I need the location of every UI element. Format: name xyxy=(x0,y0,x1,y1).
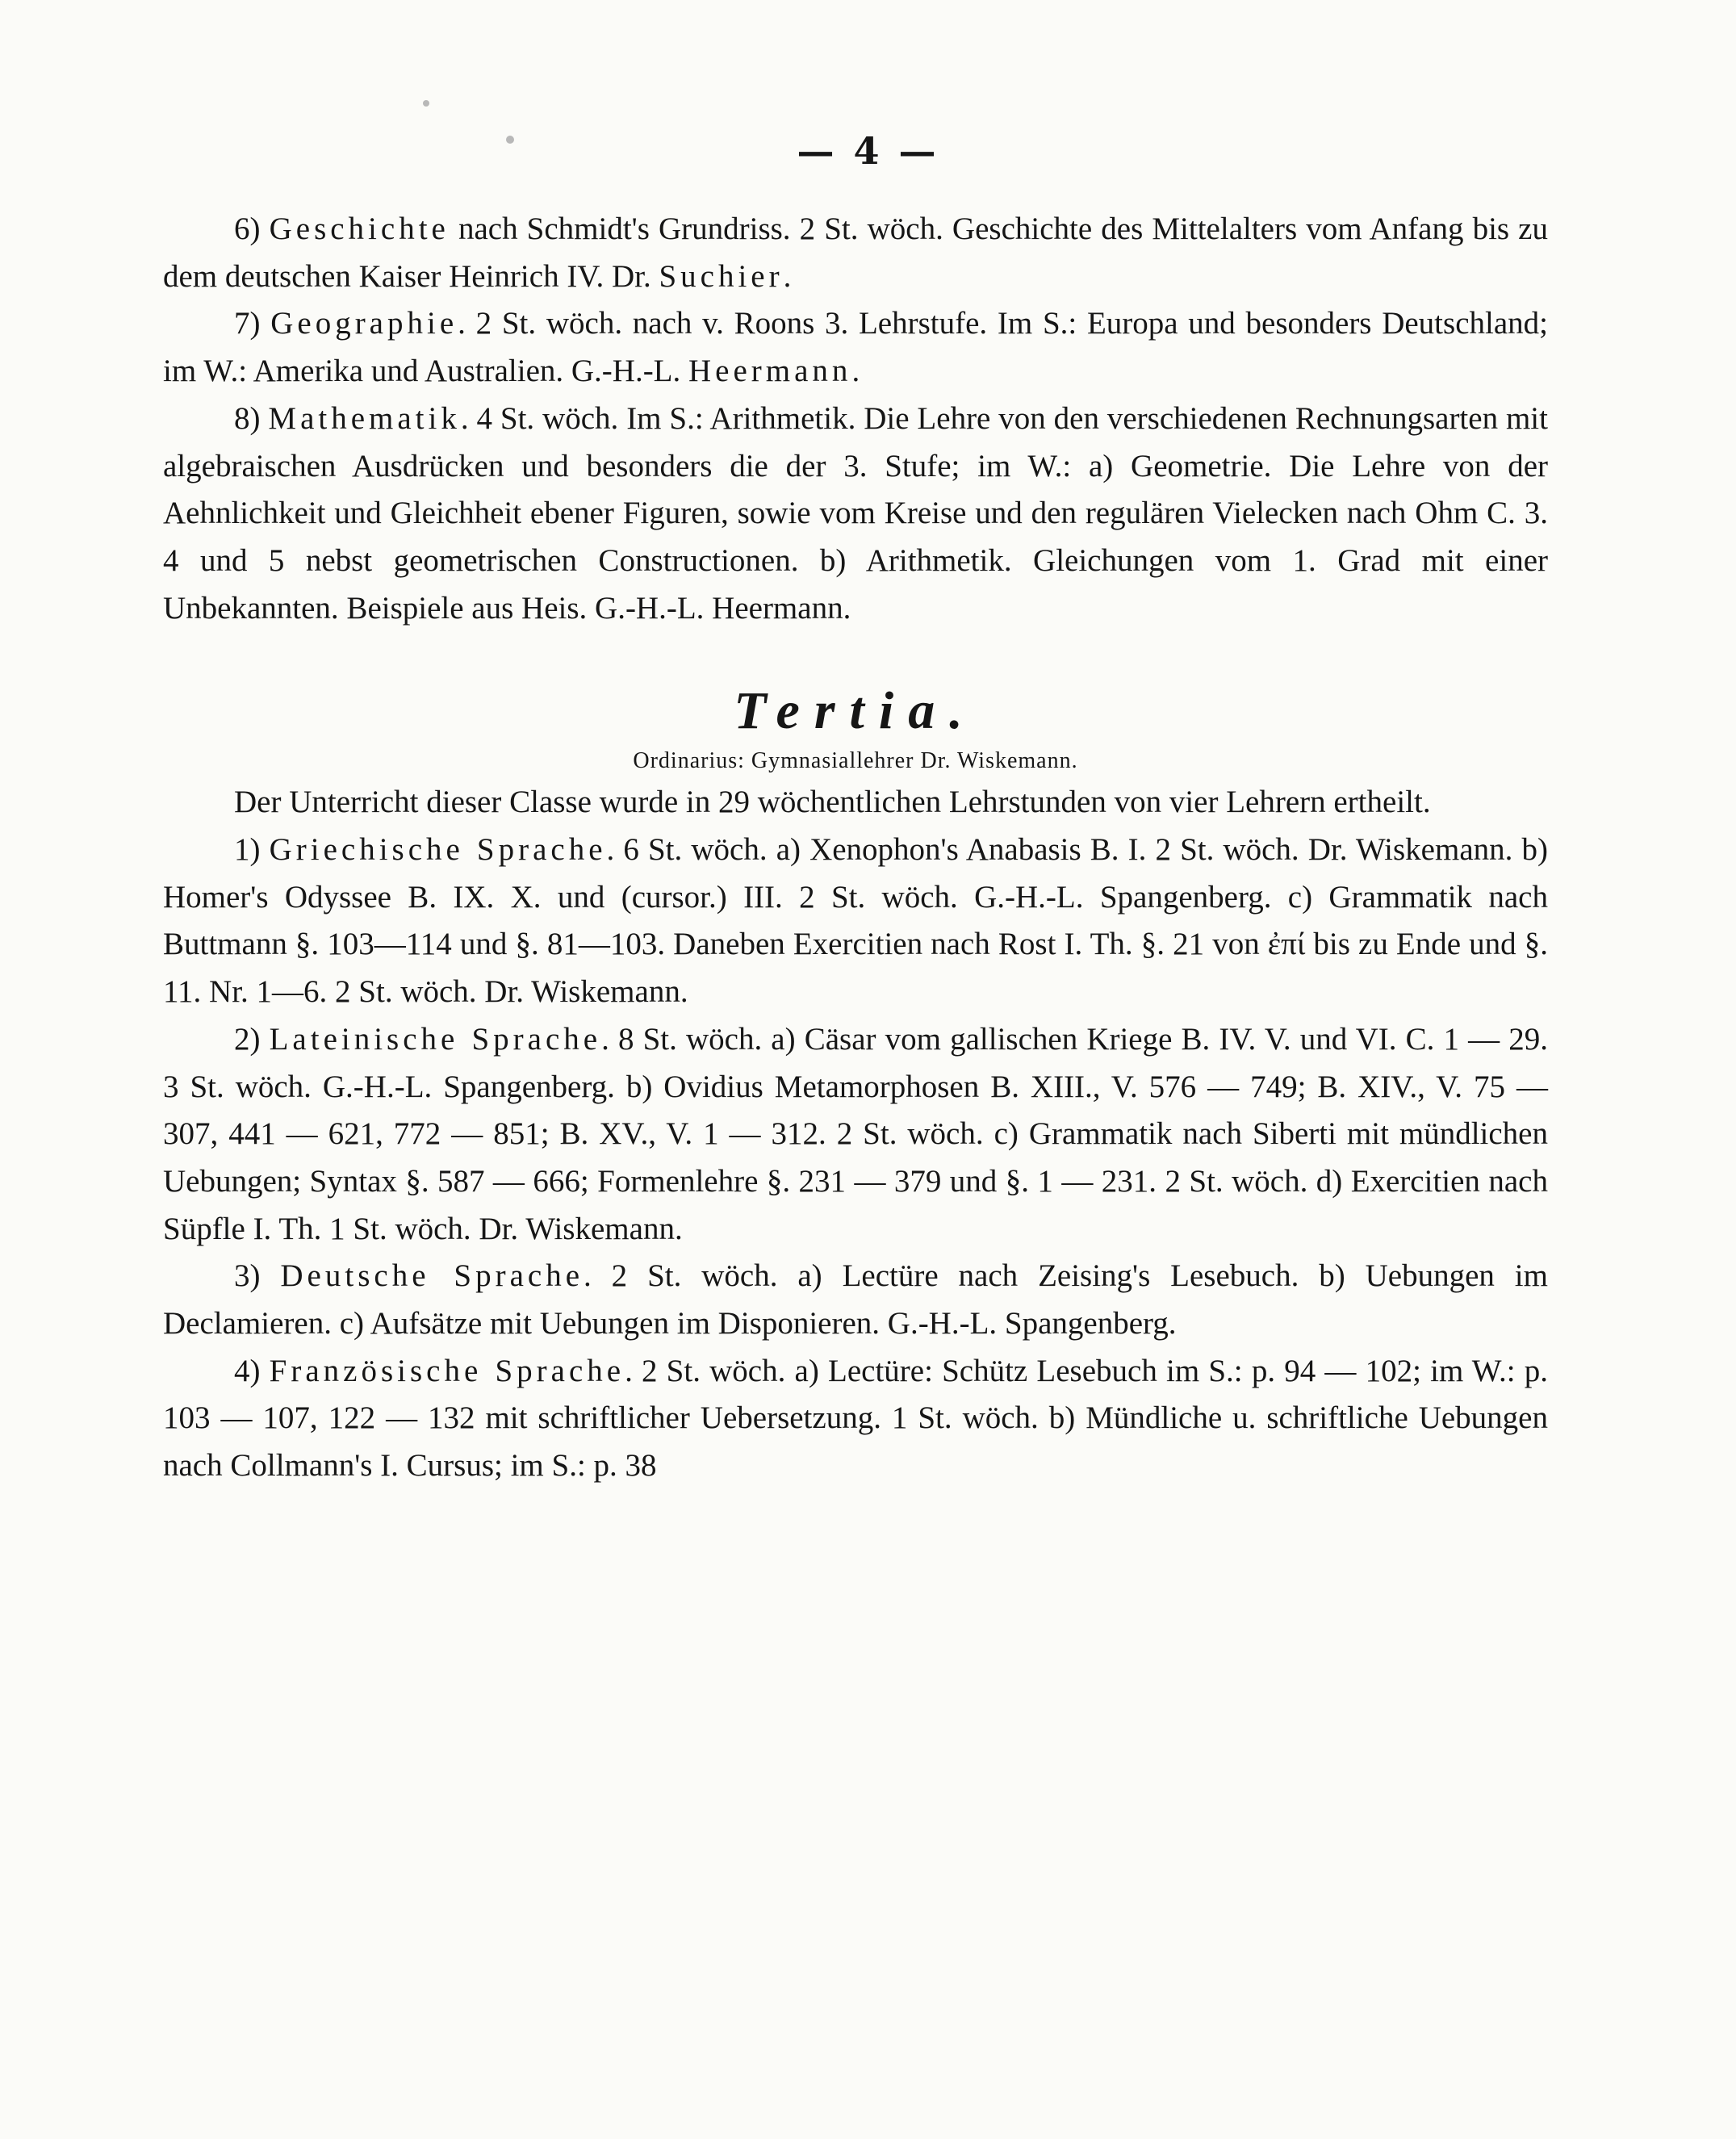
item-number: 4) xyxy=(234,1353,270,1388)
teacher-name: Heermann xyxy=(688,354,852,389)
paragraph-greek xyxy=(163,827,1548,1016)
paragraph-text: . 2 St. wöch. a) Lectüre: Schütz Lesebuch im S.: p. 94 — 102; im W.: p. 103 — 107, 122 — 132 mit schriftlicher Uebersetzung. 1 St. wöch. b) Mündliche u. schriftliche Uebungen nach Collmann's I. Cursus; im S.: p. 38 xyxy=(163,1353,1548,1484)
paragraph-text: . 8 St. wöch. a) Cäsar vom gallischen Kriege B. IV. V. und VI. C. 1 — 29. 3 St. wöch. G.-H.-L. Spangenberg. b) Ovidius Metamorphosen B. XIII., V. 576 — 749; B. XIV., V. 75 — 307, 441 — 621, 772 — 851; B. XV., V. 1 — 312. 2 St. wöch. c) Grammatik nach Siberti mit mündlichen Uebungen; Syntax §. 587 — 666; Formenlehre §. 231 — 379 und §. 1 — 231. 2 St. wöch. d) Exercitien nach Süpfle I. Th. 1 St. wöch. Dr. Wiskemann. xyxy=(163,1021,1548,1246)
item-number: 7) xyxy=(234,306,271,341)
punctuation: . xyxy=(851,354,860,389)
item-number: 2) xyxy=(234,1021,270,1057)
subject-name: Geschichte xyxy=(269,211,450,246)
paragraph-geography xyxy=(163,300,1548,395)
subject-name: Griechische Sprache xyxy=(269,832,607,868)
section-intro: Der Unterricht dieser Classe wurde in 29 wöchentlichen Lehrstunden von vier Lehrern ertheilt. xyxy=(234,785,1431,820)
section-ordinarius: Ordinarius: Gymnasiallehrer Dr. Wiskemann. xyxy=(633,748,1078,774)
paragraph-french xyxy=(163,1348,1548,1490)
paragraph-mathematics xyxy=(163,396,1548,633)
paragraph-latin xyxy=(163,1016,1548,1254)
item-number: 3) xyxy=(234,1258,281,1294)
subject-name: Mathematik xyxy=(268,400,461,436)
punctuation: . xyxy=(783,258,792,294)
body-text xyxy=(163,206,1548,1490)
subject-name: Französische Sprache xyxy=(269,1353,625,1388)
page-number: — 4 — xyxy=(797,129,939,173)
paragraph-text: nach Schmidt's Grundriss. 2 St. wöch. Geschichte des Mittelalters vom Anfang bis zu dem deutschen Kaiser Heinrich IV. Dr. xyxy=(163,211,1548,294)
paragraph-text: . 4 St. wöch. Im S.: Arithmetik. Die Lehre von den verschiedenen Rechnungsarten mit algebraischen Ausdrücken und besonders die der 3. Stufe; im W.: a) Geometrie. Die Lehre von der Aehnlichkeit und Gleichheit ebener Figuren, sowie vom Kreise und den regulären Vielecken nach Ohm C. 3. 4 und 5 nebst geometrischen Constructionen. b) Arithmetik. Gleichungen vom 1. Grad mit einer Unbekannten. Beispiele aus Heis. G.-H.-L. Heermann. xyxy=(163,400,1548,626)
teacher-name: Suchier xyxy=(659,258,784,294)
paragraph-text: . 2 St. wöch. nach v. Roons 3. Lehrstufe. Im S.: Europa und besonders Deutschland; im W.: Amerika und Australien. G.-H.-L. xyxy=(163,306,1548,389)
subject-name: Lateinische Sprache xyxy=(269,1021,602,1057)
paragraph-text: . 2 St. wöch. a) Lectüre nach Zeising's Lesebuch. b) Uebungen im Declamieren. c) Aufsätze mit Uebungen im Disponieren. G.-H.-L. Spangenberg. xyxy=(163,1258,1548,1342)
paragraph-history xyxy=(163,206,1548,300)
paragraph-german xyxy=(163,1253,1548,1347)
item-number: 6) xyxy=(234,211,270,246)
item-number: 8) xyxy=(234,400,269,436)
item-number: 1) xyxy=(234,832,270,868)
paragraph-text: . 6 St. wöch. a) Xenophon's Anabasis B. I. 2 St. wöch. Dr. Wiskemann. b) Homer's Odyssee B. IX. X. und (cursor.) III. 2 St. wöch. G.-H.-L. Spangenberg. c) Grammatik nach Buttmann §. 103—114 und §. 81—103. Daneben Exercitien nach Rost I. Th. §. 21 von ἐπί bis zu Ende und §. 11. Nr. 1—6. 2 St. wöch. Dr. Wiskemann. xyxy=(163,832,1548,1010)
subject-name: Geographie xyxy=(270,306,458,341)
speck xyxy=(423,100,429,107)
section-title: Tertia. xyxy=(734,681,977,741)
subject-name: Deutsche Sprache xyxy=(280,1258,584,1294)
